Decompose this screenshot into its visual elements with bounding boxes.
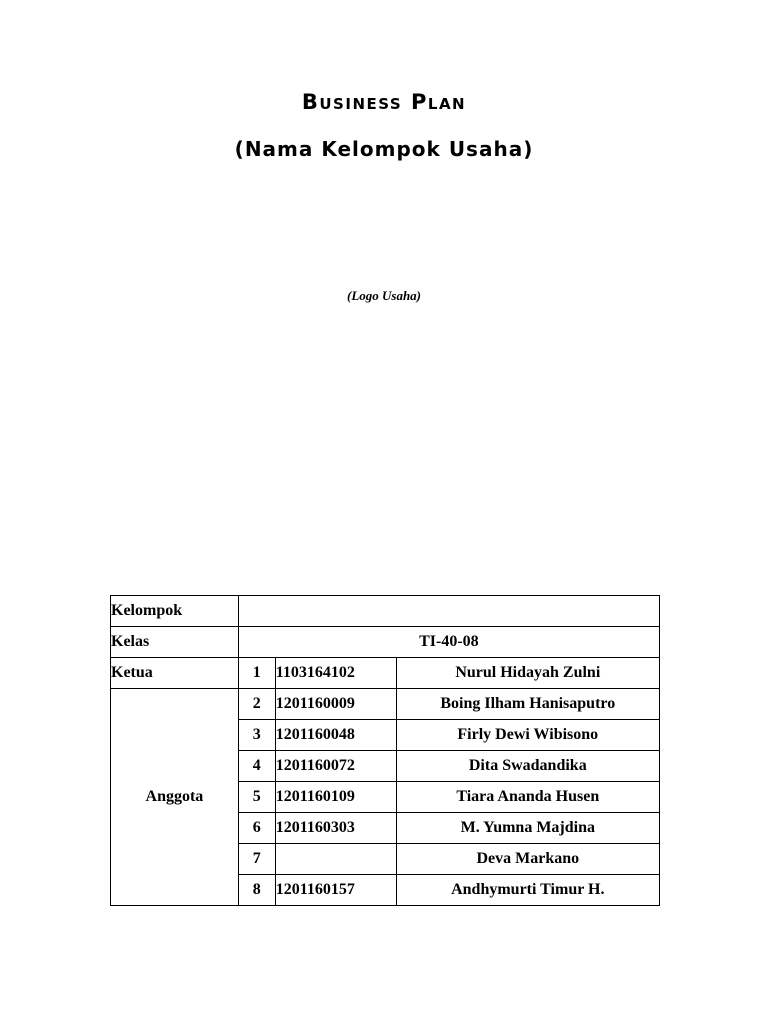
business-group-name: (Nama Kelompok Usaha) — [234, 137, 534, 161]
member-number: 2 — [238, 689, 275, 720]
member-nim: 1201160048 — [275, 720, 396, 751]
ketua-label: Ketua — [111, 658, 239, 689]
kelas-value: TI-40-08 — [238, 627, 659, 658]
table-row-kelompok — [111, 596, 660, 627]
member-number: 5 — [238, 782, 275, 813]
member-nim: 1201160157 — [275, 875, 396, 906]
group-members-table — [110, 595, 660, 906]
member-name: Boing Ilham Hanisaputro — [396, 689, 659, 720]
member-name: Deva Markano — [396, 844, 659, 875]
member-nim: 1201160303 — [275, 813, 396, 844]
member-number: 3 — [238, 720, 275, 751]
member-name: Nurul Hidayah Zulni — [396, 658, 659, 689]
member-nim: 1103164102 — [275, 658, 396, 689]
member-number: 7 — [238, 844, 275, 875]
member-name: Firly Dewi Wibisono — [396, 720, 659, 751]
kelompok-value — [238, 596, 659, 627]
member-name: M. Yumna Majdina — [396, 813, 659, 844]
kelas-label: Kelas — [111, 627, 239, 658]
member-number: 1 — [238, 658, 275, 689]
anggota-label: Anggota — [111, 689, 239, 906]
member-name: Andhymurti Timur H. — [396, 875, 659, 906]
member-name: Dita Swadandika — [396, 751, 659, 782]
table-row-kelas — [111, 627, 660, 658]
table-row-ketua — [111, 658, 660, 689]
document-title: Business Plan — [301, 90, 467, 114]
member-number: 6 — [238, 813, 275, 844]
member-nim: 1201160109 — [275, 782, 396, 813]
member-name: Tiara Ananda Husen — [396, 782, 659, 813]
logo-placeholder: (Logo Usaha) — [346, 288, 422, 303]
kelompok-label: Kelompok — [111, 596, 239, 627]
member-number: 8 — [238, 875, 275, 906]
member-number: 4 — [238, 751, 275, 782]
member-nim: 1201160009 — [275, 689, 396, 720]
member-nim: 1201160072 — [275, 751, 396, 782]
table-row-member — [111, 689, 660, 720]
member-nim — [275, 844, 396, 875]
